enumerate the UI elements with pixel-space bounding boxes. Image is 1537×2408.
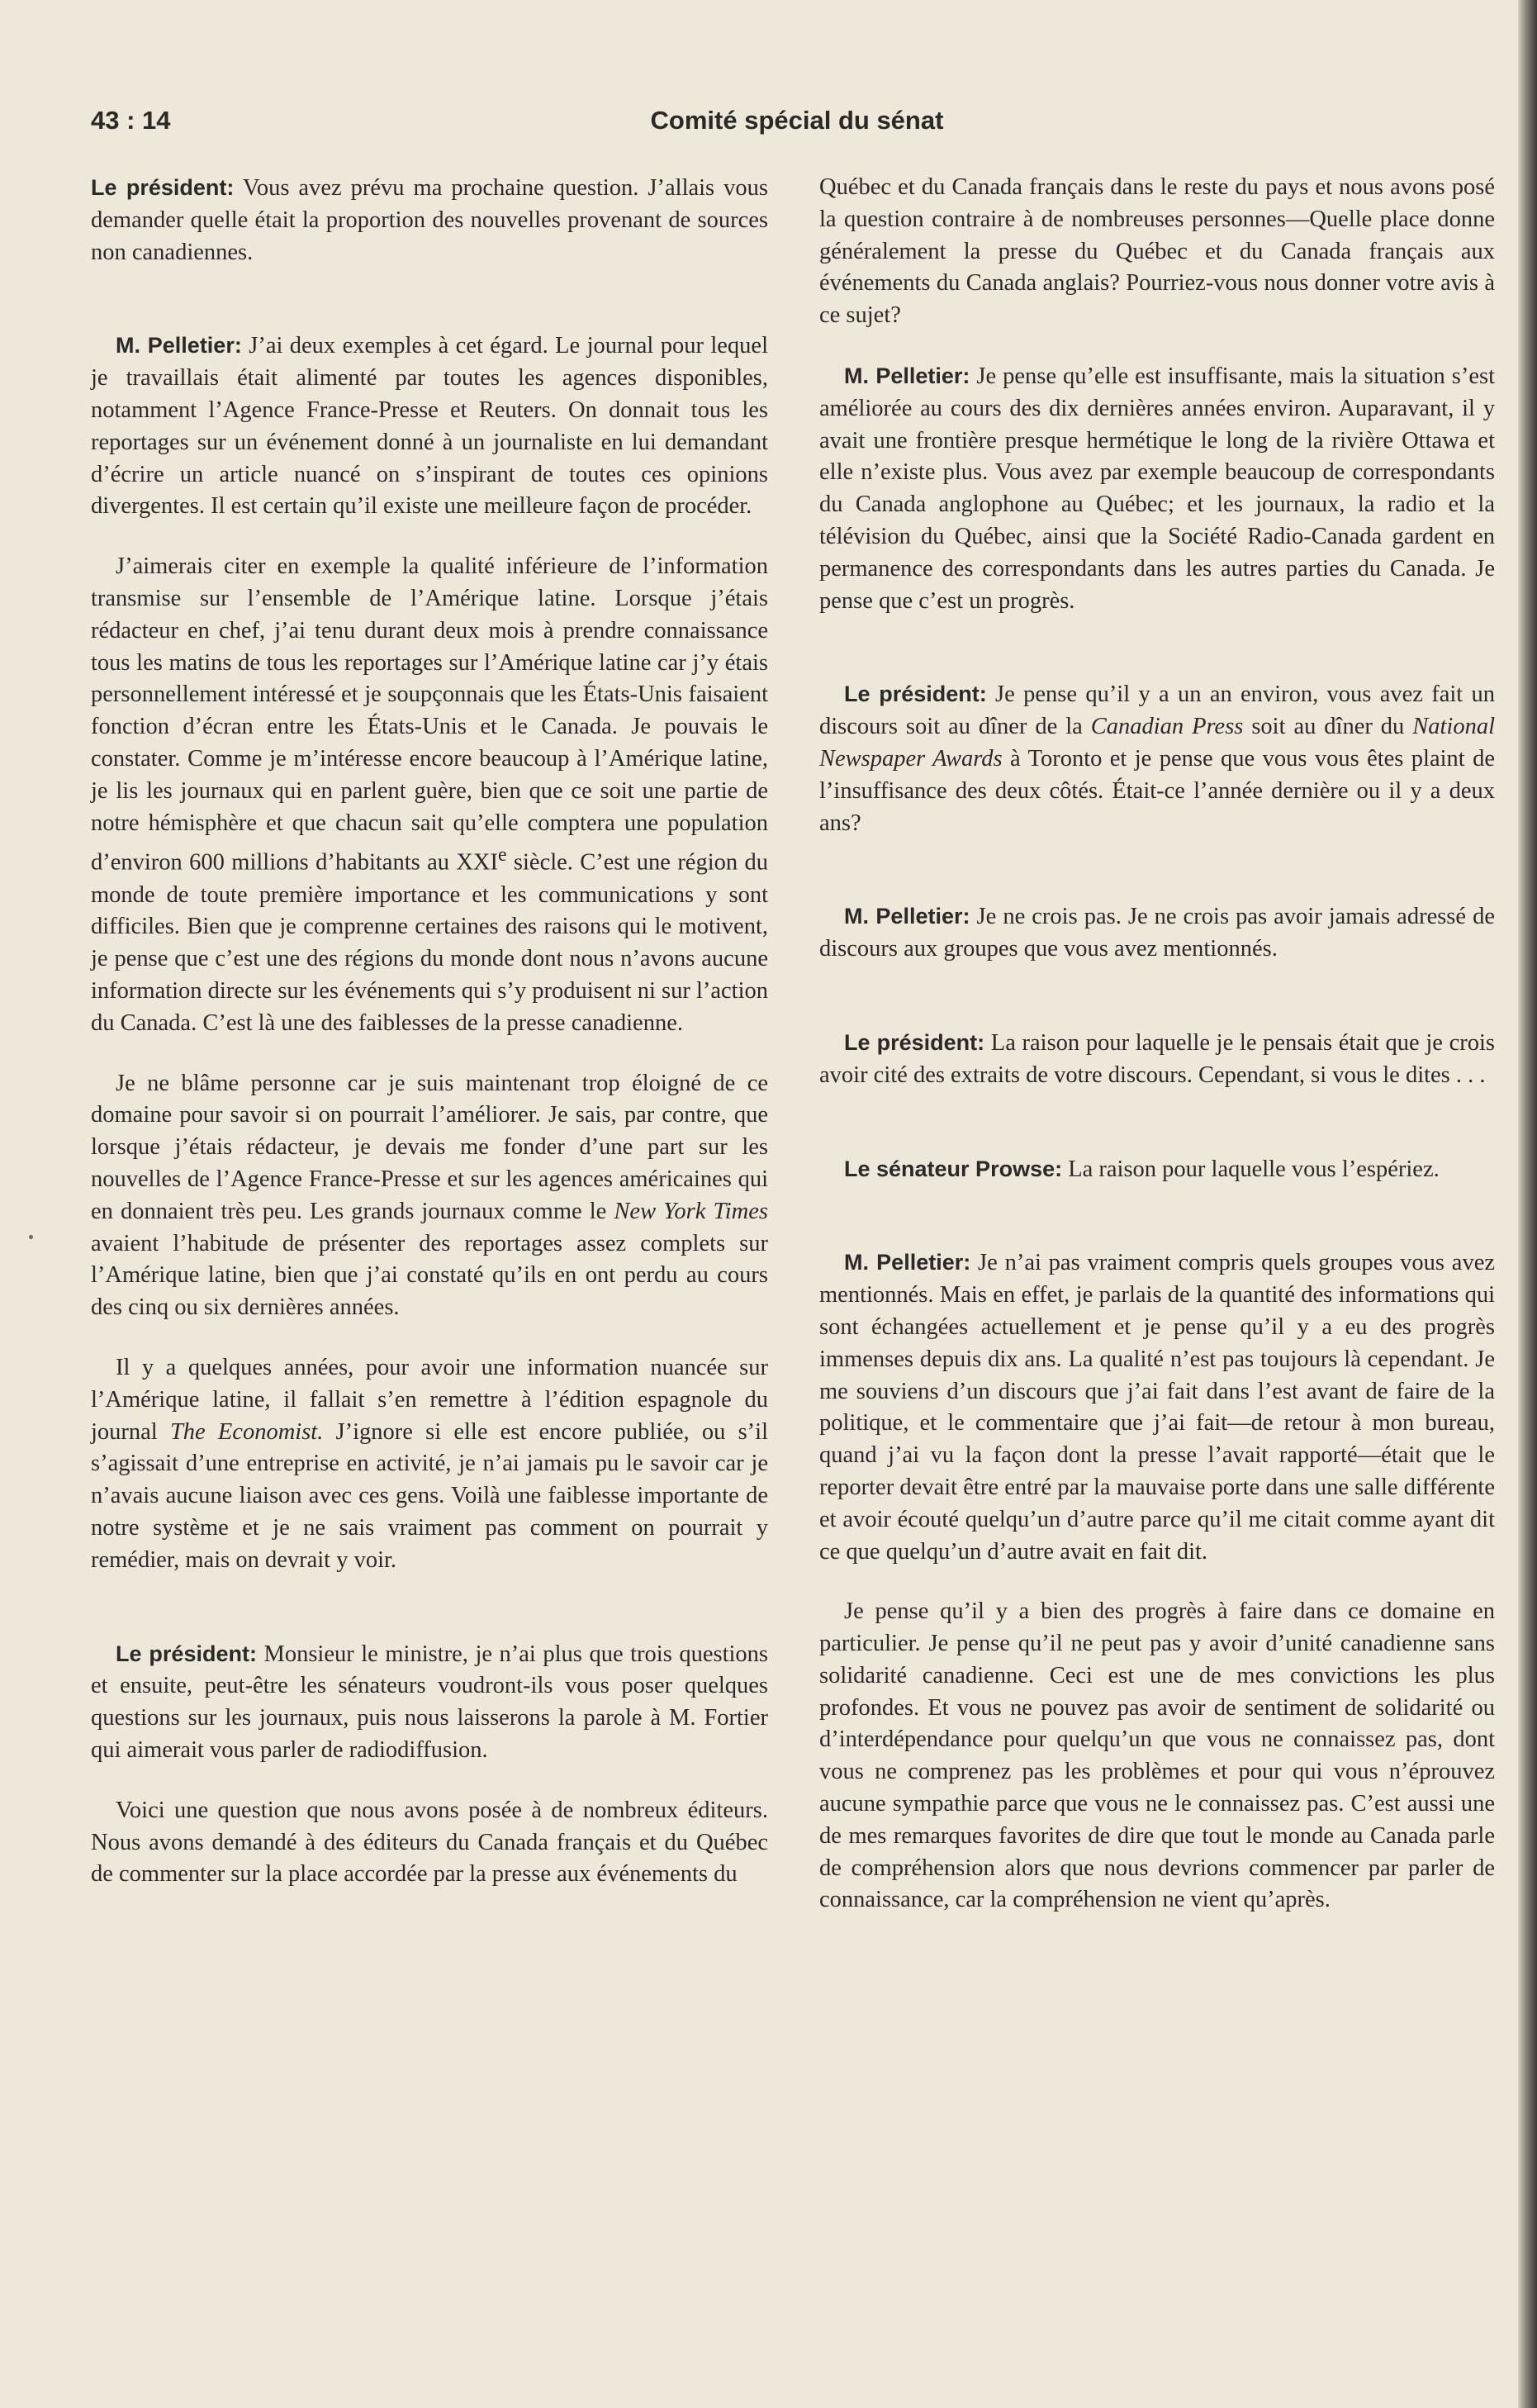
speaker-label: M. Pelletier: [844, 1250, 971, 1275]
paragraph-text: siècle. C’est une région du monde de toute première importance et les communications y sont difficiles. Bien que je comprenne certaines des raisons qui le motivent, je pense que c’est une des régions du monde dont nous n’avons aucune information directe sur les événements qui s’y produisent ni sur l’action du Canada. C’est là une des faiblesses de la presse canadienne. [91, 849, 768, 1036]
speaker-label: M. Pelletier: [844, 363, 970, 388]
paragraph-text: avaient l’habitude de présenter des reportages assez complets sur l’Amérique latine, bien que j’ai constaté qu’ils en ont perdu au cours des cinq ou six dernières années. [91, 1230, 768, 1321]
page-header [91, 106, 1503, 147]
page-title: Comité spécial du sénat [650, 106, 944, 135]
paragraph-text: J’ignore si elle est encore publiée, ou s’il s’agissait d’une entreprise en activité, je n’ai jamais pu le savoir car je n’avais aucune liaison avec ces gens. Voilà une faiblesse importante de notre système et je ne sais vraiment pas comment on pourrait y remédier, mais on devrait y voir. [91, 1418, 768, 1573]
page-number: 43 : 14 [91, 106, 171, 135]
paragraph-text: Monsieur le ministre, je n’ai plus que trois questions et ensuite, peut-être les sénateurs voudront-ils vous poser quelques questions sur les journaux, puis nous laisserons la parole à M. Fortier qui aimerait vous parler de radiodiffusion. [91, 1641, 769, 1763]
speaker-label: Le président: [844, 1029, 985, 1055]
paragraph [819, 1153, 1495, 1186]
paragraph-text: soit au dîner du [1243, 714, 1413, 740]
paragraph-text: à Toronto et je pense que vous vous êtes plaint de l’insuffisance des deux côtés. Était-ce l’année dernière ou il y a deux ans? [819, 745, 1495, 836]
publication-title: The Economist. [169, 1418, 324, 1445]
paragraph-text: Je pense qu’elle est insuffisante, mais la situation s’est améliorée au cours des dix dernières années environ. Auparavant, il y avait une frontière presque hermétique le long de la rivière Ottawa et elle n’existe plus. Vous avez par exemple beaucoup de correspondants du Canada anglophone au Québec; et les journaux, la radio et la télévision du Québec, ainsi que la Société Radio-Canada gardent en permanence des correspondants dans les autres parties du Canada. Je pense que c’est un progrès. [819, 363, 1496, 614]
paragraph-text: Je ne crois pas. Je ne crois pas avoir jamais adressé de discours aux groupes que vous avez mentionnés. [819, 904, 1496, 962]
paragraph-text: Québec et du Canada français dans le reste du pays et nous avons posé la question contraire à de nombreuses personnes—Quelle place donne généralement la presse du Québec et du Canada français aux événements du Canada anglais? Pourriez-vous nous donner votre avis à ce sujet? [819, 174, 1495, 329]
paragraph [91, 1795, 768, 1891]
speaker-label: Le président: [844, 682, 987, 707]
ink-speck [29, 1235, 33, 1239]
paragraph-text: Voici une question que nous avons posée à de nombreux éditeurs. Nous avons demandé à des éditeurs du Canada français et du Québec de commenter sur la place accordée par la presse aux événements du [91, 1797, 768, 1888]
paragraph [91, 330, 768, 523]
paragraph [819, 1247, 1495, 1568]
right-column [819, 172, 1495, 1945]
paragraph-text: J’aimerais citer en exemple la qualité inférieure de l’information transmise sur l’ensemble de l’Amérique latine. Lorsque j’étais rédacteur en chef, j’ai tenu durant deux mois à prendre connaissance tous les matins de tous les reportages sur l’Amérique latine car j’y étais personnellement intéressé et je soupçonnais que les États-Unis faisaient fonction d’écran entre les États-Unis et le Canada. Je pouvais le constater. Comme je m’intéresse encore beaucoup à l’Amérique latine, je lis les journaux qui en parlent guère, bien que ce soit une partie de notre hémisphère et que chacun sait qu’elle comptera une population d’environ 600 millions d’habitants au XXI [91, 553, 768, 876]
publication-title: New York Times [614, 1198, 768, 1224]
paragraph-text: Vous avez prévu ma prochaine question. J’allais vous demander quelle était la proportion des nouvelles provenant de sources non canadiennes. [91, 175, 768, 265]
paragraph-text: Je pense qu’il y a bien des progrès à faire dans ce domaine en particulier. Je pense qu’il ne peut pas y avoir d’unité canadienne sans solidarité canadienne. Ceci est une de mes convictions les plus profondes. Et vous ne pouvez pas avoir de sentiment de solidarité ou d’interdépendance pour quelqu’un que vous ne connaissez pas, dont vous ne comprenez pas les problèmes et pour qui vous n’éprouvez aucune sympathie parce que vous ne le connaissez pas. C’est aussi une de mes remarques favorites de dire que tout le monde au Canada parle de compréhension alors que nous devrions commencer par parler de connaissance, car la compréhension ne vient qu’après. [819, 1598, 1495, 1913]
paragraph-text: Je ne blâme personne car je suis maintenant trop éloigné de ce domaine pour savoir si on pourrait l’améliorer. Je sais, par contre, que lorsque j’étais rédacteur, je devais me fonder d’une part sur les nouvelles de l’Agence France-Presse et sur les agences américaines qui en donnaient très peu. Les grands journaux comme le [91, 1070, 768, 1224]
paragraph [91, 1352, 768, 1577]
paragraph-text: J’ai deux exemples à cet égard. Le journal pour lequel je travaillais était alimenté par toutes les agences disponibles, notamment l’Agence France-Presse et Reuters. On donnait tous les reportages sur un événement donné à un journaliste en lui demandant d’écrire un article nuancé on s’inspirant de toutes ces opinions divergentes. Il est certain qu’il existe une meilleure façon de procéder. [91, 333, 768, 520]
paragraph [91, 1638, 768, 1767]
publication-title: Canadian Press [1090, 714, 1244, 740]
paragraph [91, 1068, 768, 1324]
paragraph-text: La raison pour laquelle je le pensais était que je crois avoir cité des extraits de votre discours. Cependant, si vous le dites . . . [819, 1029, 1496, 1088]
paragraph [819, 172, 1495, 332]
paragraph [819, 678, 1495, 839]
publication-title: National Newspaper Awards [819, 714, 1496, 772]
paragraph-text: Je pense qu’il y a un an environ, vous avez fait un discours soit au dîner de la [819, 682, 1496, 740]
speaker-label: M. Pelletier: [844, 904, 970, 929]
paragraph-text: Je n’ai pas vraiment compris quels groupes vous avez mentionnés. Mais en effet, je parlais de la quantité des informations qui sont échangées actuellement et je pense qu’il y a eu des progrès immenses depuis dix ans. La qualité n’est pas toujours là cependant. Je me souviens d’un discours que j’ai fait dans l’est avant de faire de la politique, et le commentaire que j’ai fait—de retour à mon bureau, quand j’ai vu la façon dont la presse l’avait rapporté—était que le reporter devait être entré par la mauvaise porte dans une salle différente et avoir écouté quelqu’un d’autre parce qu’il me citait comme ayant dit ce que quelqu’un d’autre avait en fait dit. [819, 1250, 1496, 1565]
page-edge-shadow [1518, 0, 1537, 2408]
paragraph [91, 551, 768, 1039]
paragraph [91, 172, 768, 268]
speaker-label: Le sénateur Prowse: [844, 1156, 1063, 1181]
paragraph [819, 1027, 1495, 1092]
paragraph-text: Il y a quelques années, pour avoir une information nuancée sur l’Amérique latine, il fallait s’en remettre à l’édition espagnole du journal [91, 1355, 768, 1445]
paragraph [819, 900, 1495, 966]
paragraph-text: La raison pour laquelle vous l’espériez. [1062, 1156, 1440, 1182]
left-column [91, 172, 768, 1919]
paragraph [819, 360, 1495, 617]
speaker-label: Le président: [116, 1641, 257, 1666]
superscript: e [498, 844, 507, 867]
speaker-label: Le président: [91, 175, 235, 200]
paragraph [819, 1596, 1495, 1916]
speaker-label: M. Pelletier: [116, 333, 242, 359]
